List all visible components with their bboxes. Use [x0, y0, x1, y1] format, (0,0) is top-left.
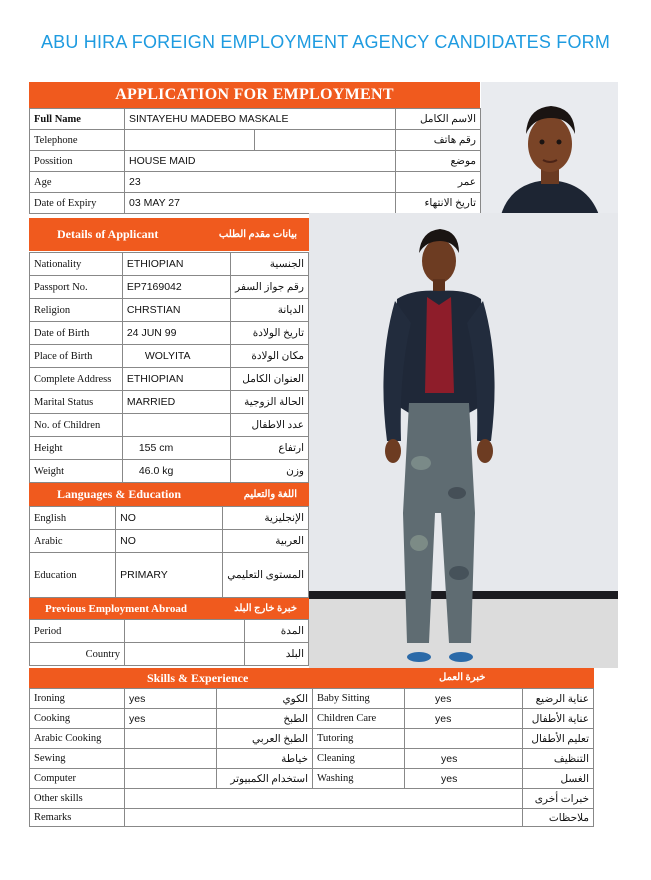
details-table — [29, 252, 309, 483]
telephone-value-2 — [255, 130, 396, 151]
previous-employment-header — [29, 598, 309, 619]
skill-value: yes — [125, 709, 217, 729]
skill-label-ar: خياطة — [217, 749, 313, 769]
table-row — [30, 391, 309, 414]
portrait-image — [481, 82, 618, 215]
row-label-ar: عدد الاطفال — [231, 414, 309, 437]
row-label-ar: الجنسية — [231, 253, 309, 276]
row-label-ar: الإنجليزية — [223, 507, 309, 530]
dob-value: 24 JUN 99 — [122, 322, 230, 345]
passport-photo — [481, 82, 618, 215]
table-row — [30, 193, 481, 214]
top-info-table — [29, 108, 481, 214]
arabic-value: NO — [116, 530, 223, 553]
passport-value: EP7169042 — [122, 276, 230, 299]
row-label-ar: العنوان الكامل — [231, 368, 309, 391]
row-label-ar: المستوى التعليمي — [223, 553, 309, 598]
table-row — [30, 322, 309, 345]
table-row — [30, 437, 309, 460]
row-label-ar: ارتفاع — [231, 437, 309, 460]
row-label: Height — [30, 437, 123, 460]
skill-value — [125, 749, 217, 769]
row-label: Place of Birth — [30, 345, 123, 368]
table-row — [30, 460, 309, 483]
table-row — [30, 709, 594, 729]
table-row — [30, 345, 309, 368]
row-label: Full Name — [30, 109, 125, 130]
row-label: Country — [30, 643, 125, 666]
languages-table — [29, 506, 309, 598]
row-label: Complete Address — [30, 368, 123, 391]
country-value — [125, 643, 245, 666]
height-value: 155 cm — [122, 437, 230, 460]
table-row — [30, 789, 594, 809]
skill-value — [405, 729, 523, 749]
skill-label: Cooking — [30, 709, 125, 729]
skill-value — [125, 769, 217, 789]
skill-label: Tutoring — [313, 729, 405, 749]
section-title: Details of Applicant — [57, 227, 159, 241]
row-label: Religion — [30, 299, 123, 322]
row-label: Possition — [30, 151, 125, 172]
nationality-value: ETHIOPIAN — [122, 253, 230, 276]
table-row — [30, 276, 309, 299]
row-label-ar: رقم هاتف — [396, 130, 481, 151]
section-title-ar: خبرة العمل — [439, 672, 486, 683]
english-value: NO — [116, 507, 223, 530]
expiry-value: 03 MAY 27 — [125, 193, 396, 214]
other-skills-label-ar: خبرات أخرى — [523, 789, 594, 809]
skill-label: Washing — [313, 769, 405, 789]
row-label: Passport No. — [30, 276, 123, 299]
religion-value: CHRSTIAN — [122, 299, 230, 322]
skill-label: Baby Sitting — [313, 689, 405, 709]
table-row — [30, 689, 594, 709]
row-label: Period — [30, 620, 125, 643]
skill-value: yes — [405, 769, 523, 789]
table-row — [30, 553, 309, 598]
page-title: ABU HIRA FOREIGN EMPLOYMENT AGENCY CANDIDATES FORM — [40, 32, 611, 52]
table-row — [30, 749, 594, 769]
full-body-image — [309, 213, 618, 668]
table-row — [30, 253, 309, 276]
languages-section-header — [29, 483, 309, 506]
table-row — [30, 507, 309, 530]
table-row — [30, 769, 594, 789]
skill-label-ar: استخدام الكمبيوتر — [217, 769, 313, 789]
row-label: Telephone — [30, 130, 125, 151]
remarks-label-ar: ملاحظات — [523, 809, 594, 827]
skills-section-header — [29, 668, 594, 688]
table-row — [30, 643, 309, 666]
skill-label: Computer — [30, 769, 125, 789]
row-label-ar: عمر — [396, 172, 481, 193]
row-label: Arabic — [30, 530, 116, 553]
section-title: Languages & Education — [57, 487, 182, 501]
row-label: Weight — [30, 460, 123, 483]
row-label-ar: موضع — [396, 151, 481, 172]
previous-employment-table — [29, 619, 309, 666]
row-label: English — [30, 507, 116, 530]
skill-value — [125, 729, 217, 749]
row-label: No. of Children — [30, 414, 123, 437]
weight-value: 46.0 kg — [122, 460, 230, 483]
skill-label-ar: الكوي — [217, 689, 313, 709]
remarks-value — [125, 809, 523, 827]
other-skills-value — [125, 789, 523, 809]
table-row — [30, 109, 481, 130]
skill-label: Cleaning — [313, 749, 405, 769]
age-value: 23 — [125, 172, 396, 193]
details-section-header — [29, 218, 309, 251]
full-body-photo — [309, 213, 618, 668]
skill-label-ar: الغسل — [523, 769, 594, 789]
row-label: Date of Expiry — [30, 193, 125, 214]
skill-value: yes — [405, 689, 523, 709]
remarks-label: Remarks — [30, 809, 125, 827]
table-row — [30, 530, 309, 553]
skill-label-ar: عناية الأطفال — [523, 709, 594, 729]
skill-label-ar: الطبخ — [217, 709, 313, 729]
skill-label-ar: التنظيف — [523, 749, 594, 769]
telephone-value — [125, 130, 255, 151]
table-row — [30, 809, 594, 827]
skill-label: Ironing — [30, 689, 125, 709]
period-value — [125, 620, 245, 643]
skill-label-ar: الطبخ العربي — [217, 729, 313, 749]
row-label-ar: العربية — [223, 530, 309, 553]
row-label: Marital Status — [30, 391, 123, 414]
skill-label: Children Care — [313, 709, 405, 729]
skill-label-ar: عناية الرضيع — [523, 689, 594, 709]
position-value: HOUSE MAID — [125, 151, 396, 172]
education-value: PRIMARY — [116, 553, 223, 598]
table-row — [30, 130, 481, 151]
row-label-ar: البلد — [245, 643, 309, 666]
skill-label: Arabic Cooking — [30, 729, 125, 749]
section-title: Previous Employment Abroad — [45, 602, 187, 615]
section-title-ar: بيانات مقدم الطلب — [218, 229, 297, 240]
table-row — [30, 414, 309, 437]
table-row — [30, 151, 481, 172]
row-label-ar: رقم جواز السفر — [231, 276, 309, 299]
pob-value: WOLYITA — [122, 345, 230, 368]
section-title-ar: خبرة خارج البلد — [234, 603, 297, 614]
table-row — [30, 368, 309, 391]
row-label-ar: المدة — [245, 620, 309, 643]
skills-table — [29, 688, 594, 827]
row-label-ar: الاسم الكامل — [396, 109, 481, 130]
row-label-ar: وزن — [231, 460, 309, 483]
table-row — [30, 620, 309, 643]
form-header: APPLICATION FOR EMPLOYMENT — [29, 82, 480, 108]
children-value — [122, 414, 230, 437]
skill-label: Sewing — [30, 749, 125, 769]
row-label: Age — [30, 172, 125, 193]
marital-value: MARRIED — [122, 391, 230, 414]
address-value: ETHIOPIAN — [122, 368, 230, 391]
table-row — [30, 299, 309, 322]
skill-value: yes — [125, 689, 217, 709]
section-title: Skills & Experience — [147, 671, 249, 685]
row-label: Education — [30, 553, 116, 598]
row-label: Nationality — [30, 253, 123, 276]
row-label-ar: الديانة — [231, 299, 309, 322]
row-label-ar: تاريخ الولادة — [231, 322, 309, 345]
row-label: Date of Birth — [30, 322, 123, 345]
skill-label-ar: تعليم الأطفال — [523, 729, 594, 749]
other-skills-label: Other skills — [30, 789, 125, 809]
row-label-ar: الحالة الزوجية — [231, 391, 309, 414]
skill-value: yes — [405, 749, 523, 769]
full-name-value: SINTAYEHU MADEBO MASKALE — [125, 109, 396, 130]
section-title-ar: اللغة والتعليم — [243, 489, 297, 500]
skill-value: yes — [405, 709, 523, 729]
row-label-ar: مكان الولادة — [231, 345, 309, 368]
table-row — [30, 172, 481, 193]
row-label-ar: تاريخ الانتهاء — [396, 193, 481, 214]
table-row — [30, 729, 594, 749]
